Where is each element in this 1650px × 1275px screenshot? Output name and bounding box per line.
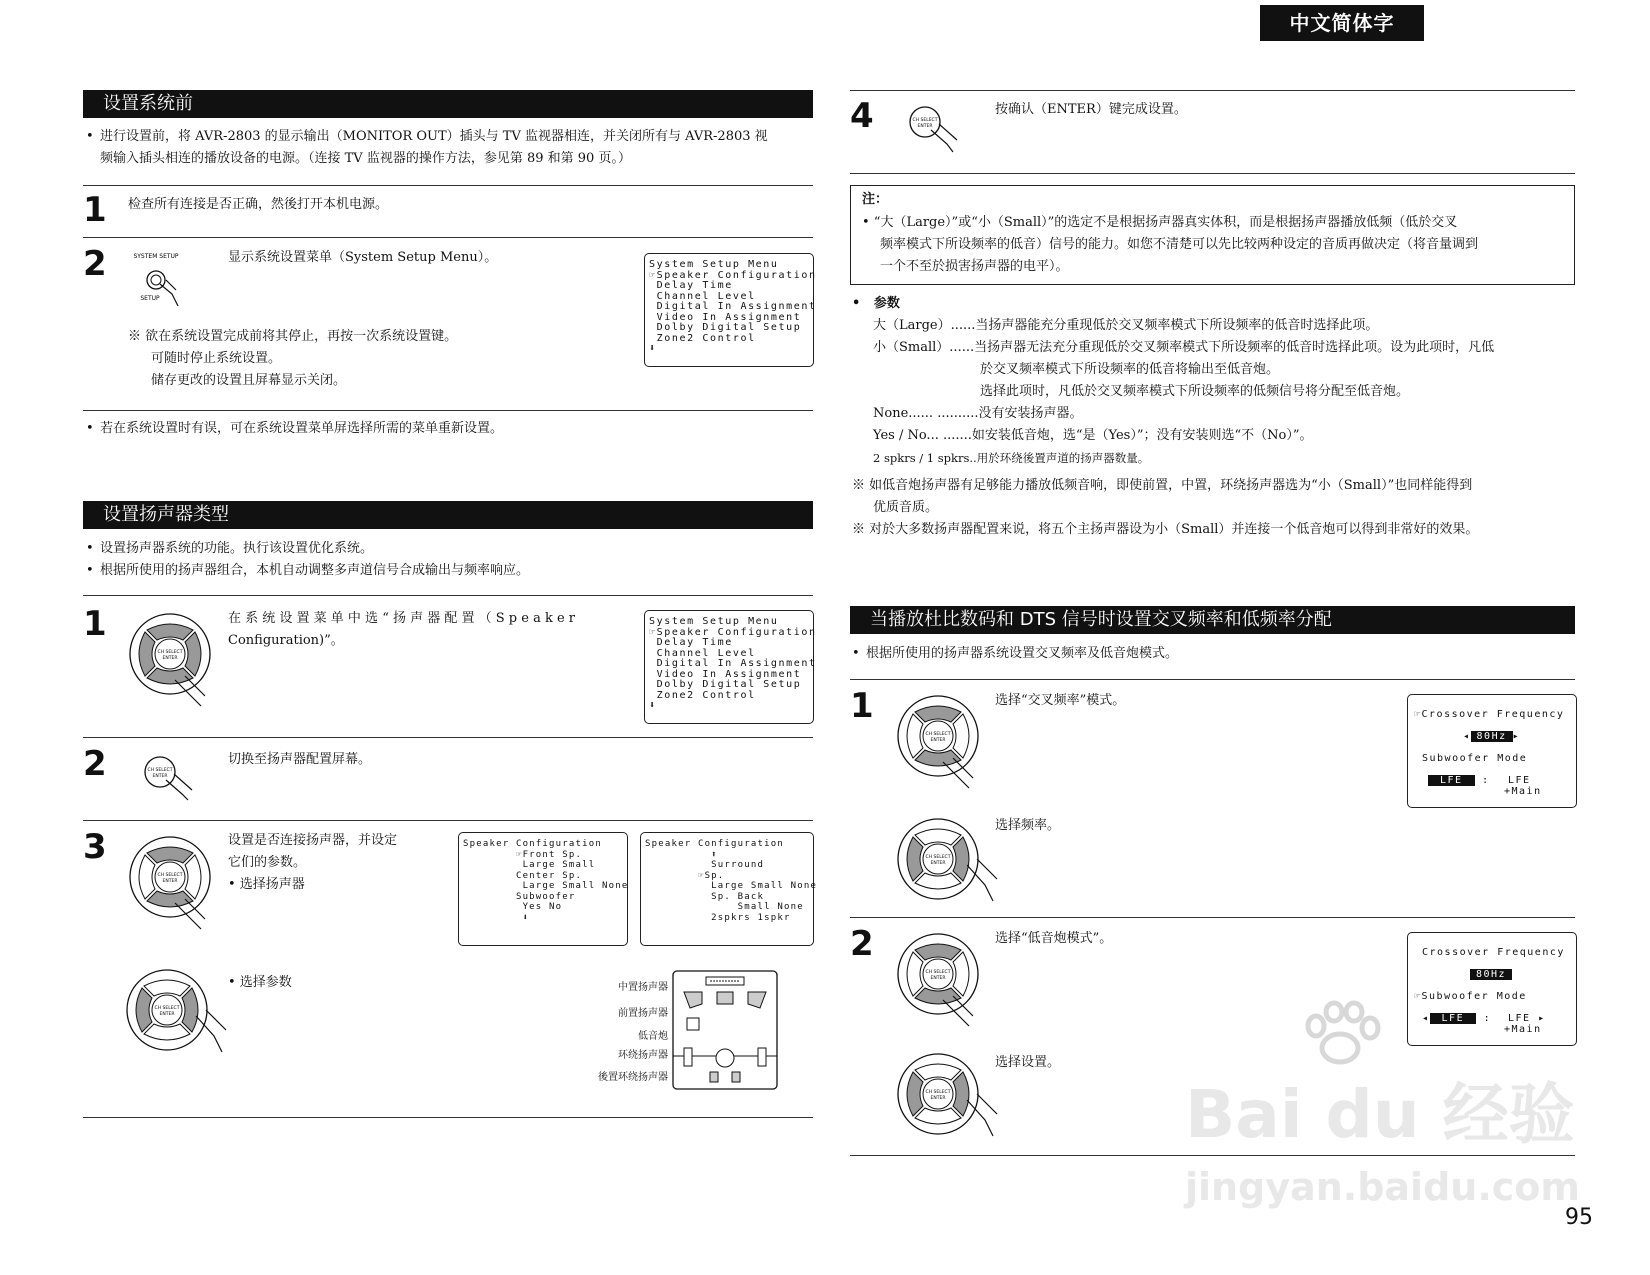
divider <box>850 90 1575 91</box>
step-sub-label: • 选择扬声器 <box>228 877 305 892</box>
step-text: 选择设置。 <box>995 1055 1061 1070</box>
step-number: 2 <box>850 924 874 964</box>
svg-text:CH SELECT: CH SELECT <box>154 1006 180 1011</box>
enter-button-icon <box>905 100 975 155</box>
svg-text:ENTER: ENTER <box>930 861 946 866</box>
svg-text:CH SELECT: CH SELECT <box>925 970 951 975</box>
watermark-logo: Bai du 经验 <box>1185 1076 1575 1153</box>
step-text: 设置是否连接扬声器，并设定 <box>228 833 398 848</box>
crossover-screen-1: ☞Crossover Frequency ◂ 80Hz ▸ Subwoofer Mode LFE : LFE +Main <box>1407 694 1577 808</box>
svg-text:CH SELECT: CH SELECT <box>157 873 183 878</box>
dpad-right-icon <box>893 1050 1003 1146</box>
paw-watermark-icon <box>1300 1000 1380 1070</box>
svg-text:ENTER: ENTER <box>917 124 933 129</box>
svg-text:ENTER: ENTER <box>162 656 178 661</box>
svg-text:SYSTEM SETUP: SYSTEM SETUP <box>133 253 179 260</box>
note-text: 一个不至於损害扬声器的电平）。 <box>880 259 1069 274</box>
step-text: 按确认（ENTER）键完成设置。 <box>995 102 1187 117</box>
divider <box>83 410 813 411</box>
step-sub-label: • 选择参数 <box>228 975 292 990</box>
step-text: 检查所有连接是否正确，然後打开本机电源。 <box>128 197 389 212</box>
note-text: 频率模式下所设频率的低音）信号的能力。如您不清楚可以先比较两种设定的音质再做决定（将音量调到 <box>880 237 1479 252</box>
dpad-down-icon <box>125 833 221 929</box>
system-setup-menu-screen: System Setup Menu ☞Speaker Configuration Delay Time Channel Level Digital In Assignment Video In Assignment Dolby Digital Setup Zone2 Control ⬇ <box>644 610 814 724</box>
section-title-before-setup: 设置系统前 <box>83 90 813 118</box>
step-note: 可随时停止系统设置。 <box>151 351 282 366</box>
step-text: 选择频率。 <box>995 818 1061 833</box>
diagram-label-surround-back: 後置环绕扬声器 <box>598 1072 668 1083</box>
divider <box>850 917 1575 918</box>
step-number: 4 <box>850 96 874 136</box>
divider <box>850 679 1575 680</box>
divider <box>83 820 813 821</box>
param-small: 於交叉频率模式下所设频率的低音将输出至低音炮。 <box>980 362 1280 377</box>
step-note: ※ 欲在系统设置完成前将其停止，再按一次系统设置键。 <box>128 329 458 344</box>
divider <box>850 1155 1575 1156</box>
param-spkrs: 2 spkrs / 1 spkrs..用於环绕後置声道的扬声器数量。 <box>873 451 1150 465</box>
svg-text:CH SELECT: CH SELECT <box>147 768 173 773</box>
step-text: 选择“交叉频率”模式。 <box>995 693 1126 708</box>
step-text: Configuration)”。 <box>228 633 344 648</box>
speaker-config-screen-front: Speaker Configuration ☞Front Sp. Large Small Center Sp. Large Small None Subwoofer Yes No ⬇ <box>458 832 628 946</box>
step-note: 储存更改的设置且屏幕显示关闭。 <box>151 373 347 388</box>
page-number: 95 <box>1565 1205 1593 1230</box>
crossover-screen-2: Crossover Frequency 80Hz ☞Subwoofer Mode ◂ LFE : LFE ▸ +Main <box>1407 932 1577 1046</box>
section-title-speaker-type: 设置扬声器类型 <box>83 501 813 529</box>
divider <box>83 185 813 186</box>
step-text: 在 系 统 设 置 菜 单 中 选 “ 扬 声 器 配 置 （ S p e a k e r <box>228 611 576 626</box>
diagram-label-surround: 环绕扬声器 <box>618 1050 668 1061</box>
note-text: • “大（Large）”或“小（Small）”的选定不是根据扬声器真实体积，而是根据扬声器播放低频（低於交叉 <box>862 215 1458 230</box>
dpad-down-icon <box>893 930 989 1026</box>
svg-text:CH SELECT: CH SELECT <box>157 650 183 655</box>
step-number: 1 <box>83 190 107 230</box>
divider <box>83 737 813 738</box>
diagram-label-subwoofer: 低音炮 <box>638 1031 668 1042</box>
speaker-config-screen-surround: Speaker Configuration ⬆ Surround ☞Sp. Large Small None Sp. Back Small None 2spkrs 1spkr <box>640 832 814 946</box>
svg-text:ENTER: ENTER <box>930 738 946 743</box>
divider <box>83 237 813 238</box>
dpad-down-icon <box>125 610 221 706</box>
step-number: 1 <box>850 686 874 726</box>
svg-text:ENTER: ENTER <box>152 774 168 779</box>
step-text: 显示系统设置菜单（System Setup Menu）。 <box>228 250 498 265</box>
bullet: • 根据所使用的扬声器组合，本机自动调整多声道信号合成输出与频率响应。 <box>86 563 530 578</box>
divider <box>83 595 813 596</box>
dpad-right-icon <box>893 815 1003 911</box>
remark: ※ 对於大多数扬声器配置来说，将五个主扬声器设为小（Small）并连接一个低音炮可以得到非常好的效果。 <box>852 522 1479 537</box>
svg-text:CH SELECT: CH SELECT <box>925 855 951 860</box>
step-text: 切换至扬声器配置屏幕。 <box>228 752 372 767</box>
param-small: 选择此项时，凡低於交叉频率模式下所设频率的低频信号将分配至低音炮。 <box>980 384 1410 399</box>
remark: 优质音质。 <box>873 500 939 515</box>
step-text: 它们的参数。 <box>228 855 307 870</box>
system-setup-button-icon <box>133 250 198 310</box>
enter-button-icon <box>140 750 210 800</box>
param-small: 小（Small）......当扬声器无法充分重现低於交叉频率模式下所设频率的低音时选择此项。设为此项时，凡低 <box>873 340 1495 355</box>
svg-text:CH SELECT: CH SELECT <box>912 118 938 123</box>
diagram-label-front: 前置扬声器 <box>618 1008 668 1019</box>
svg-text:SETUP: SETUP <box>140 295 160 302</box>
svg-text:ENTER: ENTER <box>162 879 178 884</box>
system-setup-menu-screen: System Setup Menu ☞Speaker Configuration Delay Time Channel Level Digital In Assignment Video In Assignment Dolby Digital Setup Zone2 Control ⬇ <box>644 253 814 367</box>
step-number: 2 <box>83 244 107 284</box>
bullet-error: • 若在系统设置时有误，可在系统设置菜单屏选择所需的菜单重新设置。 <box>86 421 504 436</box>
remark: ※ 如低音炮扬声器有足够能力播放低频音响，即使前置，中置，环绕扬声器选为“小（Small）”也同样能得到 <box>852 478 1473 493</box>
bullet: • 根据所使用的扬声器系统设置交叉频率及低音炮模式。 <box>852 646 1179 661</box>
params-title: • 参数 <box>852 296 900 311</box>
step-number: 1 <box>83 604 107 644</box>
divider <box>83 1117 813 1118</box>
param-none: None...... ..........没有安装扬声器。 <box>873 406 1083 421</box>
dpad-right-icon <box>122 966 232 1062</box>
step-number: 2 <box>83 744 107 784</box>
note-title: 注： <box>862 192 889 207</box>
diagram-label-center: 中置扬声器 <box>618 982 668 993</box>
svg-text:ENTER: ENTER <box>930 976 946 981</box>
bullet-before-setup: • 进行设置前，将 AVR-2803 的显示输出（MONITOR OUT）插头与 TV 监视器相连，并关闭所有与 AVR-2803 视 频输入插头相连的播放设备的电源。（连接 TV 监视器的操作方法，参见第 89 和第 90 页。） <box>86 129 768 166</box>
watermark-url: jingyan.baidu.com <box>1185 1165 1580 1209</box>
step-number: 3 <box>83 827 107 867</box>
svg-text:CH SELECT: CH SELECT <box>925 1090 951 1095</box>
param-large: 大（Large）......当扬声器能充分重现低於交叉频率模式下所设频率的低音时选择此项。 <box>873 318 1379 333</box>
svg-text:ENTER: ENTER <box>159 1012 175 1017</box>
language-tab: 中文简体字 <box>1260 5 1424 41</box>
divider <box>850 173 1575 174</box>
param-yesno: Yes / No... .......如安装低音炮，选“是（Yes）”；没有安装则选“不（No）”。 <box>873 428 1313 443</box>
section-title-crossover: 当播放杜比数码和 DTS 信号时设置交叉频率和低频率分配 <box>850 606 1575 634</box>
svg-text:ENTER: ENTER <box>930 1096 946 1101</box>
step-text: 选择“低音炮模式”。 <box>995 931 1113 946</box>
speaker-layout-diagram <box>670 968 780 1093</box>
bullet: • 设置扬声器系统的功能。执行该设置优化系统。 <box>86 541 374 556</box>
dpad-down-icon <box>893 692 989 788</box>
svg-text:CH SELECT: CH SELECT <box>925 732 951 737</box>
